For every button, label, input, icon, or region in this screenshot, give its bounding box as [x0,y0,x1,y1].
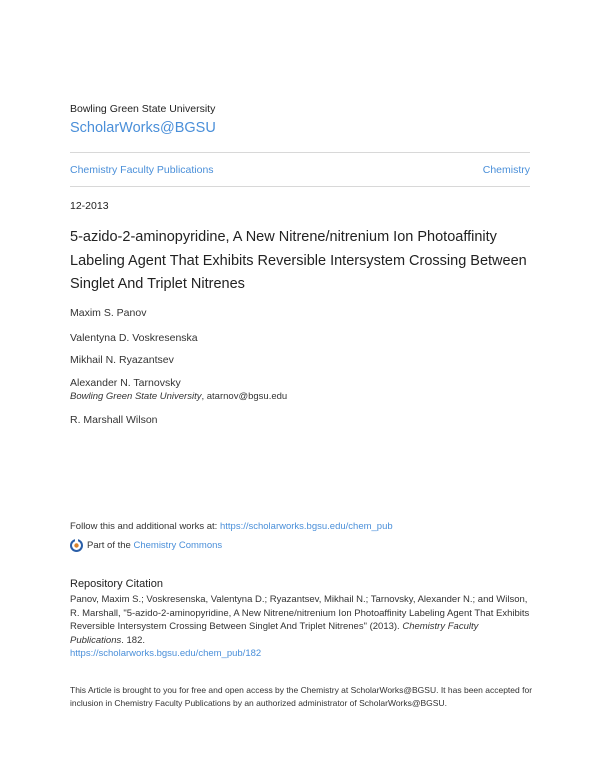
author-name: Valentyna D. Voskresenska [70,332,198,344]
citation-heading: Repository Citation [70,578,163,590]
publication-date: 12-2013 [70,200,109,212]
divider [70,152,530,153]
collection-link[interactable]: https://scholarworks.bgsu.edu/chem_pub [219,521,393,532]
bepress-commons-icon [70,539,83,552]
divider [70,186,530,187]
citation-number: . 182. [121,634,146,646]
commons-link[interactable]: Chemistry Commons [133,540,223,551]
citation-text [70,593,530,661]
affiliation-institution: Bowling Green State University [70,391,202,402]
author-name: Maxim S. Panov [70,307,147,319]
author-affiliation [70,391,287,402]
author-name: Mikhail N. Ryazantsev [70,354,174,366]
citation-journal: Chemistry Faculty Publications [70,621,479,646]
follow-line [70,521,393,532]
publications-link[interactable]: Chemistry Faculty Publications [70,164,214,176]
institution-name: Bowling Green State University [70,103,216,115]
citation-body: Panov, Maxim S.; Voskresenska, Valentyna D.; Ryazantsev, Mikhail N.; Tarnovsky, Alexander N.; and Wilson, R. Marshall, "5-azido-2-aminopyridine, A New Nitrene/nitrenium Ion Photoaffinity Labeling Agent That Exhibits Reversible Intersystem Crossing Between Singlet And Triplet Nitrenes" (2013). [70,594,530,632]
department-link[interactable]: Chemistry [482,164,530,176]
repository-link[interactable]: ScholarWorks@BGSU [70,120,216,136]
author-name: R. Marshall Wilson [70,414,158,426]
affiliation-email: , atarnov@bgsu.edu [201,391,288,402]
part-of-text: Part of the [87,540,131,551]
citation-url-link[interactable]: https://scholarworks.bgsu.edu/chem_pub/182 [70,648,262,659]
follow-text: Follow this and additional works at: [70,521,220,532]
author-name: Alexander N. Tarnovsky [70,377,181,389]
access-notice: This Article is brought to you for free and open access by the Chemistry at ScholarWorks@BGSU. It has been accepted for inclusion in Chemistry Faculty Publications by an authorized administrator of ScholarWorks@BGSU. [70,685,533,708]
part-of-line [70,539,222,552]
article-title: 5-azido-2-aminopyridine, A New Nitrene/nitrenium Ion Photoaffinity Labeling Agent That Exhibits Reversible Intersystem Crossing Between Singlet And Triplet Nitrenes [70,229,527,292]
